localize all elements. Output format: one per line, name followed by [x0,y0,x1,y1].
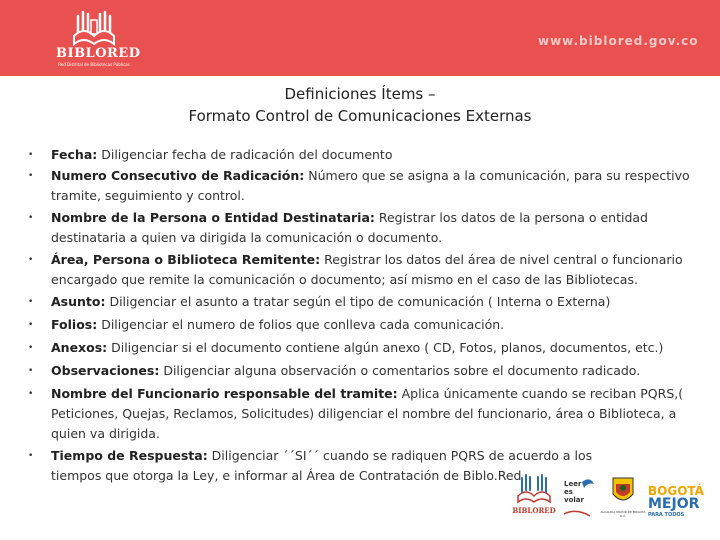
bogota-mejor-logo [648,480,710,520]
bullet-icon: • [28,150,34,160]
bullet-icon: • [28,366,34,376]
item-term: Nombre del Funcionario responsable del tramite: [51,386,398,401]
book-hands-icon [56,6,132,48]
header-banner [0,0,720,76]
item-term: Observaciones: [51,363,160,378]
bullet-icon: • [28,320,34,330]
logo-text: BIBLORED [56,46,141,61]
item-term: Anexos: [51,340,108,355]
item-term: Área, Persona o Biblioteca Remitente: [51,252,321,267]
alcaldia-logo [598,474,648,528]
item-description: Diligenciar el asunto a tratar según el tipo de comunicación ( Interna o Externa) [105,294,611,309]
item-description: Diligenciar fecha de radicación del documento [97,147,393,162]
bullet-icon: • [28,389,34,399]
item-description: Aplica únicamente cuando se reciban PQRS,( Peticiones, Quejas, Reclamos, Solicitudes) diligenciar el nombre del funcionario, área o Biblioteca, a quien va dirigida. [51,386,684,441]
mejor-line-3: PARA TODOS [648,512,685,518]
book-hands-icon [510,470,558,506]
biblored-logo[interactable] [56,6,141,72]
item-description: Diligenciar el numero de folios que conlleva cada comunicación. [97,317,505,332]
footer-biblored-logo [510,470,558,528]
item-description: Diligenciar alguna observación o comentarios sobre el documento radicado. [159,363,641,378]
item-term: Fecha: [51,147,98,162]
item-term: Numero Consecutivo de Radicación: [51,168,305,183]
leer-line-1: Leer [564,480,582,488]
footer-biblored-text: BIBLORED [512,506,556,515]
title-line-1: Definiciones Ítems – [284,85,436,103]
bird-icon [560,474,598,526]
item-description: Número que se asigna a la comunicación, para su respectivo tramite, seguimiento y control. [51,168,690,203]
coat-of-arms-icon [598,474,648,508]
leer-line-2: es [564,488,573,496]
mejor-line-1: BOGOTÁ [648,484,704,498]
leer-line-3: volar [564,496,584,504]
item-term: Nombre de la Persona o Entidad Destinataria: [51,210,375,225]
item-description: Diligenciar ´´SI´´ cuando se radiquen PQRS de acuerdo a los tiempos que otorga la Ley, e informar al Área de Contratación de Biblo.Red [51,448,593,483]
item-description: Registrar los datos del área de nivel central o funcionario encargado que remite la comunicación o documento; así mismo en el caso de las Bibliotecas. [51,252,683,287]
bullet-icon: • [28,297,34,307]
bullet-icon: • [28,451,34,461]
item-term: Tiempo de Respuesta: [51,448,208,463]
title-line-2: Formato Control de Comunicaciones Externas [188,107,532,125]
page-title [0,83,720,127]
logo-subtext: Red Distrital de Bibliotecas Públicas [58,62,130,67]
item-term: Folios: [51,317,98,332]
bullet-icon: • [28,343,34,353]
item-term: Asunto: [51,294,106,309]
alcaldia-text: ALCALDÍA MAYOR DE BOGOTÁ D.C. [600,510,646,518]
item-description: Diligenciar si el documento contiene algún anexo ( CD, Fotos, planos, documentos, etc.) [107,340,664,355]
footer-logos [510,470,710,532]
mejor-line-2: MEJOR [648,496,700,512]
site-url-link[interactable]: www.biblored.gov.co [538,34,699,48]
bullet-icon: • [28,171,34,181]
item-description: Registrar los datos de la persona o entidad destinataria a quien va dirigida la comunicación o documento. [51,210,648,245]
leer-es-volar-logo [560,474,598,526]
bullet-icon: • [28,255,34,265]
bullet-icon: • [28,213,34,223]
